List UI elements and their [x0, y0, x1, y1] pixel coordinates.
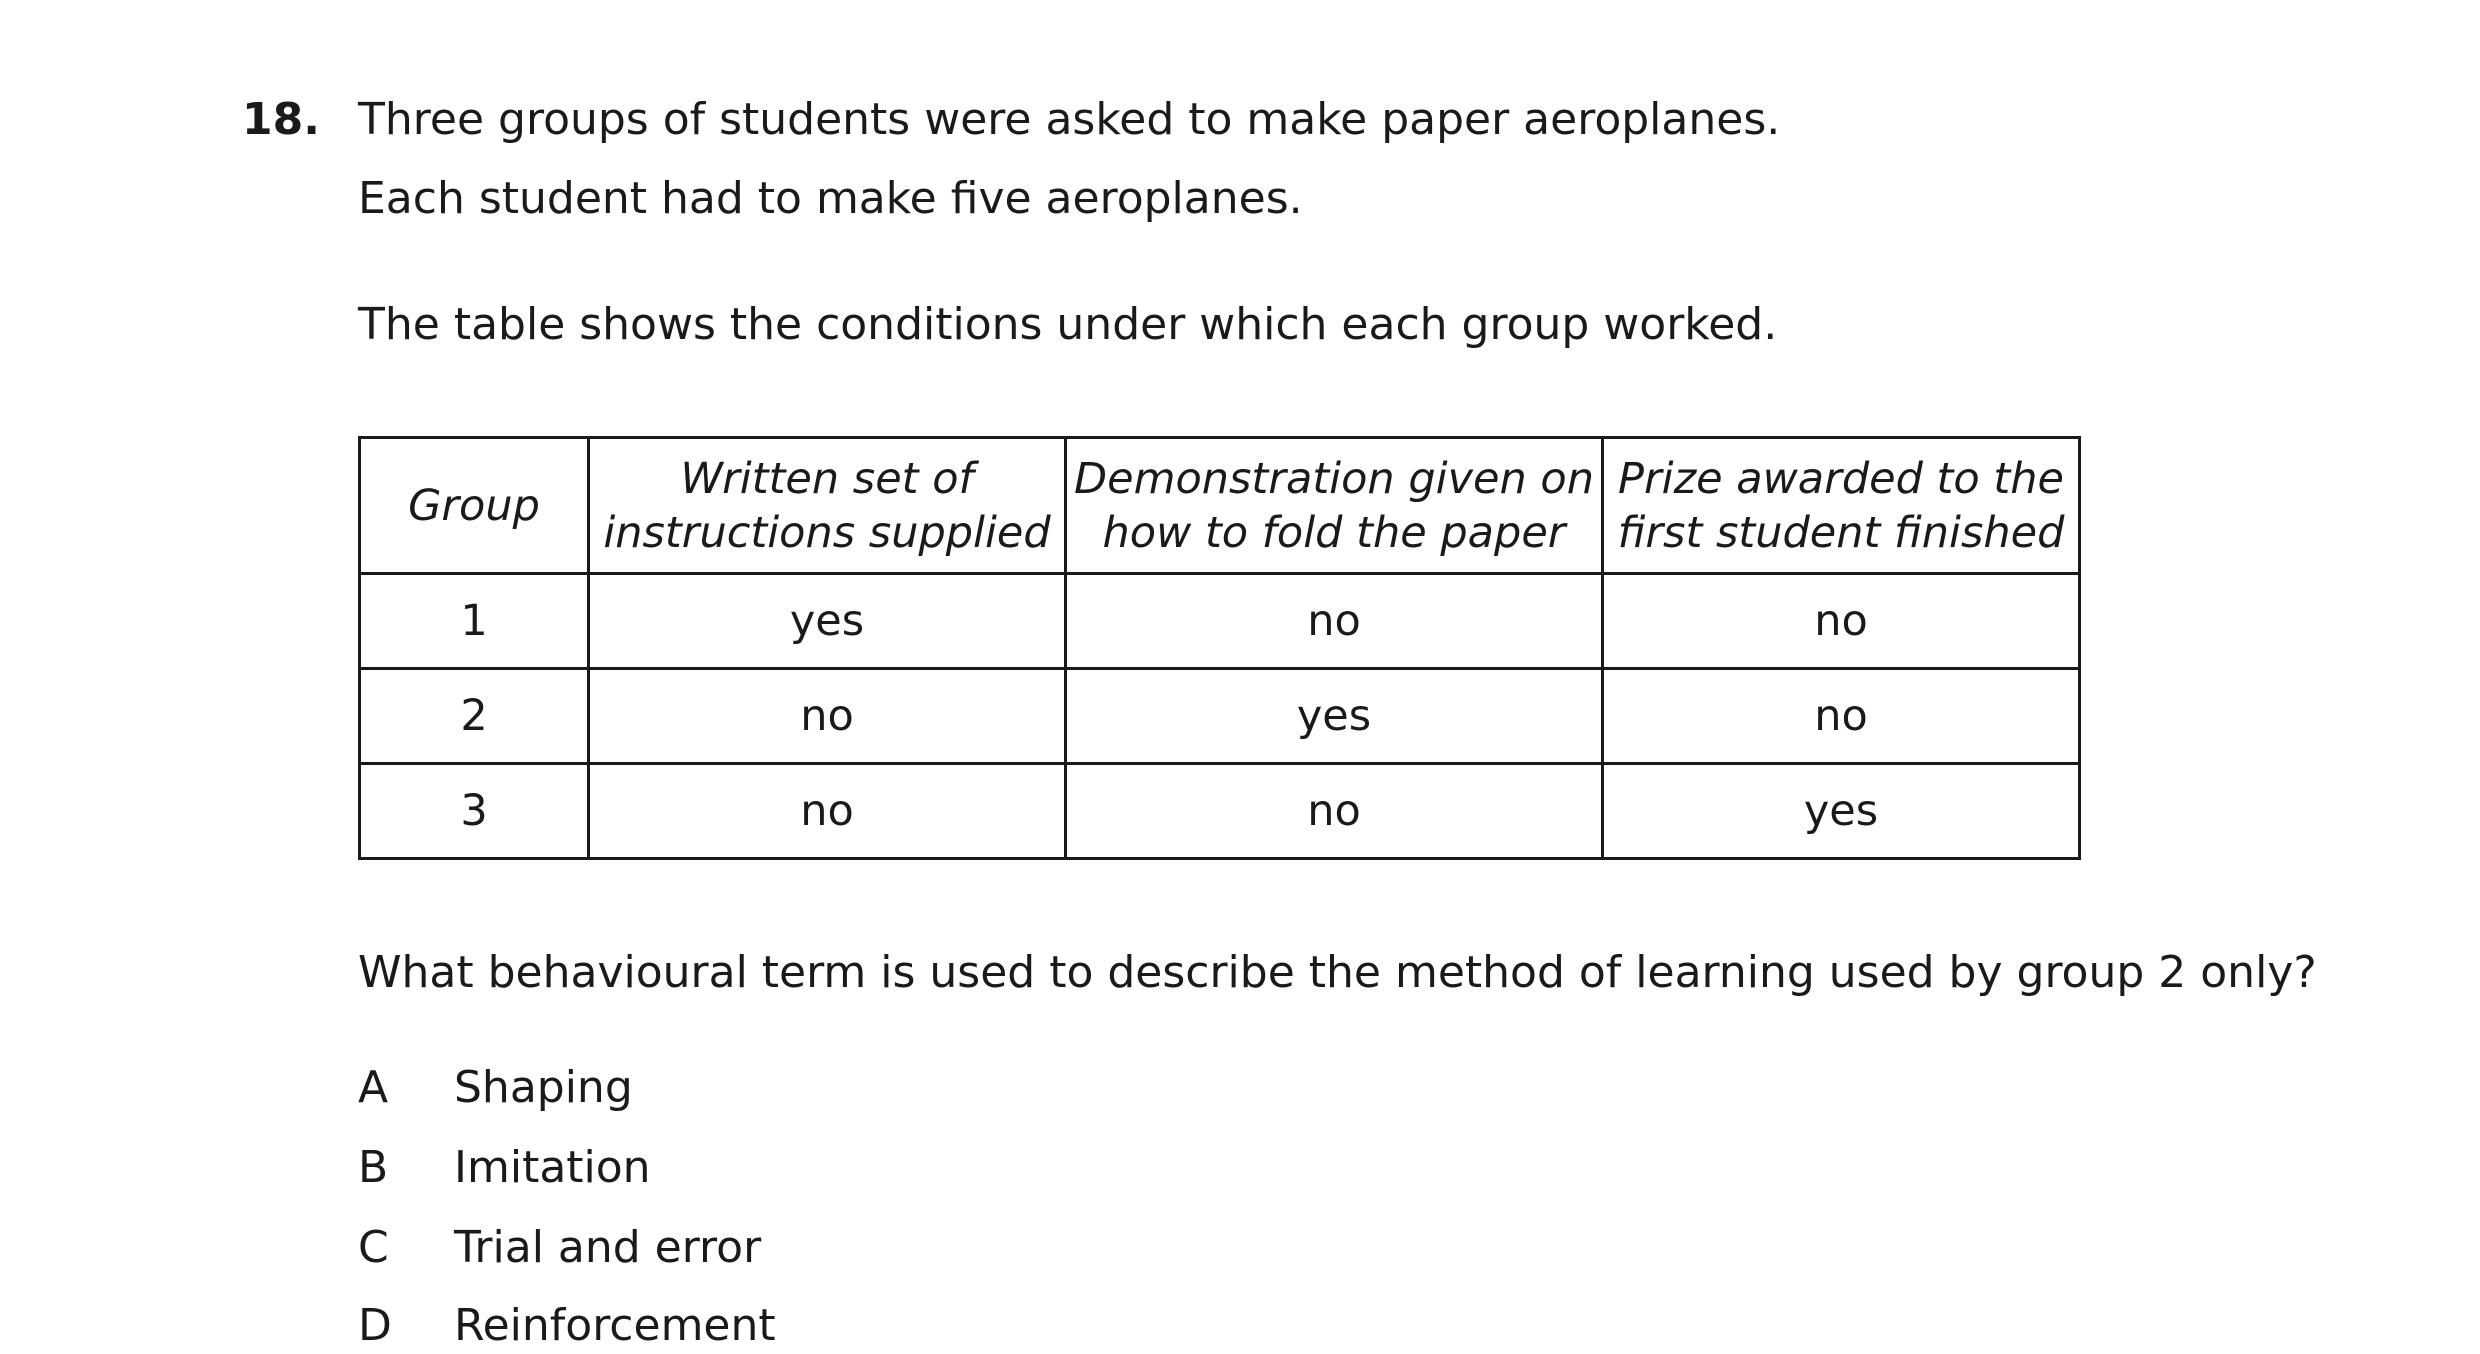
cell-group: 2: [360, 669, 589, 764]
cell-demo: no: [1066, 764, 1603, 859]
table-header-row: [360, 438, 2080, 574]
header-group: Group: [360, 438, 589, 574]
table-row: [360, 764, 2080, 859]
cell-demo: yes: [1066, 669, 1603, 764]
cell-written: no: [589, 764, 1066, 859]
option-c[interactable]: [358, 1220, 761, 1276]
option-letter: A: [358, 1062, 389, 1113]
cell-written: no: [589, 669, 1066, 764]
cell-group: 1: [360, 574, 589, 669]
cell-written: yes: [589, 574, 1066, 669]
table-intro: The table shows the conditions under which each group worked.: [358, 299, 1778, 350]
option-text: Reinforcement: [454, 1300, 776, 1351]
intro-line-2: Each student had to make five aeroplanes.: [358, 173, 1303, 224]
option-d[interactable]: [358, 1298, 776, 1354]
table-row: [360, 669, 2080, 764]
cell-prize: yes: [1603, 764, 2080, 859]
intro-line-1: Three groups of students were asked to make paper aeroplanes.: [358, 94, 1781, 145]
header-demonstration: Demonstration given on how to fold the paper: [1066, 438, 1603, 574]
header-written-instructions: Written set of instructions supplied: [589, 438, 1066, 574]
header-prize: Prize awarded to the first student finished: [1603, 438, 2080, 574]
question-number: 18.: [242, 94, 320, 145]
option-letter: C: [358, 1222, 389, 1273]
cell-demo: no: [1066, 574, 1603, 669]
table-row: [360, 574, 2080, 669]
option-b[interactable]: [358, 1140, 651, 1196]
conditions-table: [358, 436, 2081, 860]
cell-group: 3: [360, 764, 589, 859]
option-text: Imitation: [454, 1142, 651, 1193]
cell-prize: no: [1603, 669, 2080, 764]
option-letter: B: [358, 1142, 389, 1193]
option-text: Shaping: [454, 1062, 633, 1113]
question-prompt: What behavioural term is used to describe the method of learning used by group 2 only?: [358, 947, 2317, 998]
option-a[interactable]: [358, 1060, 633, 1116]
cell-prize: no: [1603, 574, 2080, 669]
option-text: Trial and error: [454, 1222, 762, 1273]
option-letter: D: [358, 1300, 392, 1351]
